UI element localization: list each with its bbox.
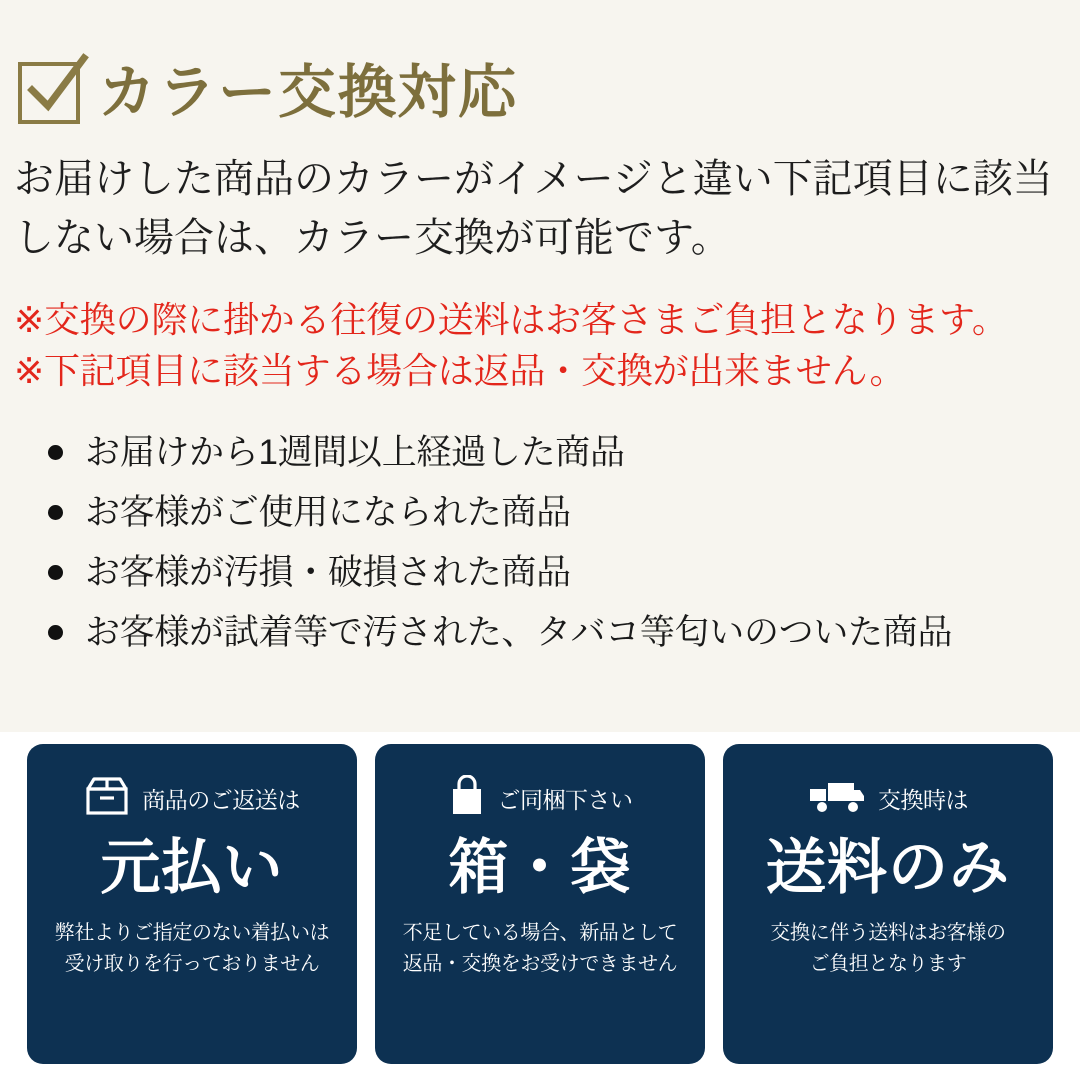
list-item — [48, 423, 1080, 483]
warning-notes — [14, 294, 1080, 396]
list-item-label: お客様がご使用になられた商品 — [85, 492, 571, 532]
card-caption: ご同梱下さい — [497, 786, 633, 813]
card-exchange-shipping — [723, 744, 1053, 1064]
card-main-label: 送料のみ — [766, 834, 1010, 901]
list-item-label: お届けから1週間以上経過した商品 — [85, 432, 625, 472]
card-return-shipping — [27, 744, 357, 1064]
card-main-label: 元払い — [100, 834, 284, 901]
card-main-label: 箱・袋 — [448, 834, 632, 901]
list-item — [48, 483, 1080, 543]
card-note-line-2: ご負担となります — [809, 953, 967, 975]
open-box-icon — [84, 776, 130, 821]
bullet-dot-icon — [48, 445, 63, 460]
card-note-line-1: 弊社よりご指定のない着払いは — [54, 922, 330, 944]
card-note-line-2: 返品・交換をお受けできません — [402, 953, 678, 975]
page-heading — [0, 0, 1080, 124]
bullet-dot-icon — [48, 505, 63, 520]
info-card-row — [0, 732, 1080, 1080]
lead-line-2: しない場合は、カラー交換が可能です。 — [14, 216, 731, 261]
card-header — [808, 770, 968, 826]
card-note-line-1: 不足している場合、新品として — [402, 922, 678, 944]
list-item — [48, 543, 1080, 603]
card-header — [448, 770, 633, 826]
card-caption: 商品のご返送は — [142, 786, 300, 813]
warning-note-2: ※下記項目に該当する場合は返品・交換が出来ません。 — [14, 350, 906, 392]
bullet-dot-icon — [48, 625, 63, 640]
page-title: カラー交換対応 — [98, 60, 519, 125]
card-note — [403, 918, 677, 980]
card-note — [770, 918, 1005, 980]
list-item-label: お客様が試着等で汚された、タバコ等匂いのついた商品 — [85, 613, 953, 653]
list-item — [48, 603, 1080, 663]
checked-checkbox-icon — [18, 62, 80, 124]
lead-line-1: お届けした商品のカラーがイメージと違い下記項目に該当 — [14, 157, 1053, 201]
list-item-label: お客様が汚損・破損された商品 — [85, 552, 571, 592]
warning-note-1: ※交換の際に掛かる往復の送料はお客さまご負担となります。 — [14, 299, 1008, 341]
bullet-dot-icon — [48, 565, 63, 580]
shopping-bag-icon — [448, 775, 486, 822]
card-caption: 交換時は — [878, 786, 968, 813]
card-include-packaging — [375, 744, 705, 1064]
delivery-truck-icon — [808, 777, 866, 820]
card-note-line-1: 交換に伴う送料はお客様の — [770, 922, 1006, 944]
card-header — [84, 770, 300, 826]
exclusion-list — [48, 423, 1080, 664]
card-note — [55, 918, 329, 980]
lead-paragraph — [14, 150, 1070, 268]
card-note-line-2: 受け取りを行っておりません — [64, 953, 320, 975]
